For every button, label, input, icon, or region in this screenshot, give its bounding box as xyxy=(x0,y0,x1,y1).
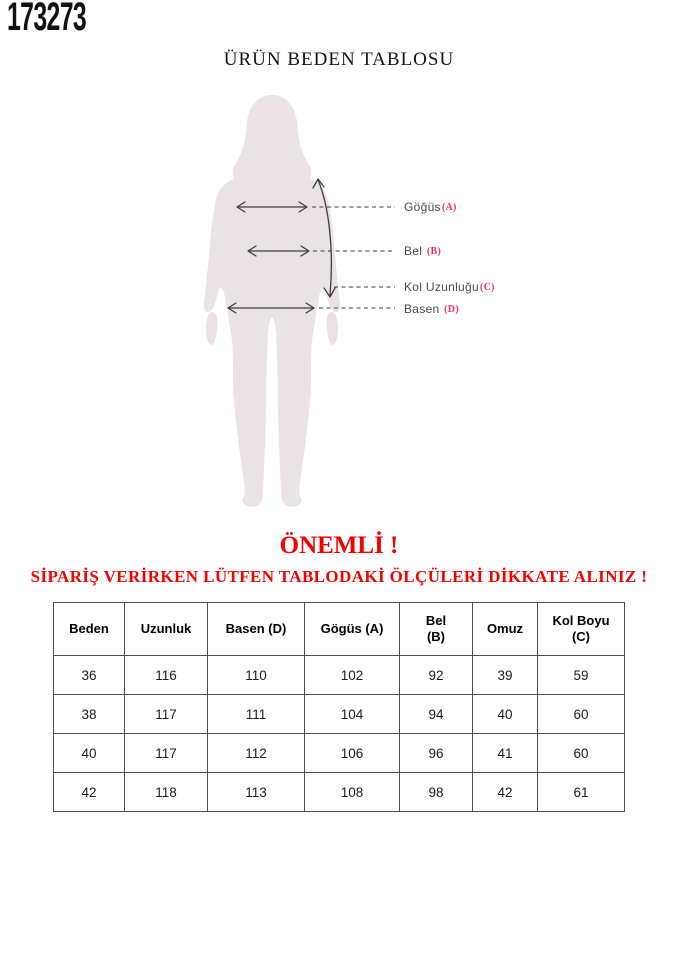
table-cell: 94 xyxy=(400,695,473,734)
table-cell: 110 xyxy=(208,656,305,695)
silhouette-body xyxy=(204,162,340,507)
table-cell: 111 xyxy=(208,695,305,734)
table-cell: 36 xyxy=(54,656,125,695)
column-header-omuz: Omuz xyxy=(473,603,538,656)
measurement-label-waist xyxy=(404,244,441,258)
size-table xyxy=(53,602,625,812)
table-cell: 98 xyxy=(400,773,473,812)
measurement-code: (D) xyxy=(444,304,459,315)
measurement-label-arm-length xyxy=(404,280,495,294)
measurement-label-hip xyxy=(404,302,459,316)
silhouette-right-hand xyxy=(327,312,338,345)
column-header-bel: Bel (B) xyxy=(400,603,473,656)
table-cell: 102 xyxy=(305,656,400,695)
table-row-size-38 xyxy=(54,695,625,734)
column-header-basen: Basen (D) xyxy=(208,603,305,656)
table-cell: 40 xyxy=(473,695,538,734)
table-cell: 59 xyxy=(538,656,625,695)
table-cell: 104 xyxy=(305,695,400,734)
table-cell: 39 xyxy=(473,656,538,695)
table-cell: 113 xyxy=(208,773,305,812)
table-row-size-42 xyxy=(54,773,625,812)
column-header-kol-boyu: Kol Boyu (C) xyxy=(538,603,625,656)
measurement-label-text: Bel xyxy=(404,244,426,258)
measurement-label-text: Göğüs xyxy=(404,200,441,214)
column-header-gogus: Gögüs (A) xyxy=(305,603,400,656)
table-cell: 42 xyxy=(473,773,538,812)
silhouette-left-hand xyxy=(206,312,217,345)
table-cell: 42 xyxy=(54,773,125,812)
column-header-uzunluk: Uzunluk xyxy=(125,603,208,656)
measurement-label-chest xyxy=(404,200,457,214)
table-cell: 117 xyxy=(125,734,208,773)
table-cell: 60 xyxy=(538,734,625,773)
measurement-code: (B) xyxy=(426,246,442,257)
important-subheading: SİPARİŞ VERİRKEN LÜTFEN TABLODAKİ ÖLÇÜLERİ DİKKATE ALINIZ ! xyxy=(30,567,648,586)
table-cell: 116 xyxy=(125,656,208,695)
page-title: ÜRÜN BEDEN TABLOSU xyxy=(223,49,455,70)
table-cell: 41 xyxy=(473,734,538,773)
important-heading: ÖNEMLİ ! xyxy=(279,532,399,559)
table-row-size-40 xyxy=(54,734,625,773)
table-cell: 92 xyxy=(400,656,473,695)
table-cell: 38 xyxy=(54,695,125,734)
size-table-header-row xyxy=(54,603,625,656)
measurement-label-text: Kol Uzunluğu xyxy=(404,280,479,294)
measurement-label-text: Basen xyxy=(404,302,444,316)
table-cell: 108 xyxy=(305,773,400,812)
table-cell: 96 xyxy=(400,734,473,773)
product-code: 173273 xyxy=(7,0,87,39)
table-cell: 40 xyxy=(54,734,125,773)
column-header-beden: Beden xyxy=(54,603,125,656)
table-cell: 112 xyxy=(208,734,305,773)
table-cell: 118 xyxy=(125,773,208,812)
table-cell: 117 xyxy=(125,695,208,734)
table-row-size-36 xyxy=(54,656,625,695)
table-cell: 60 xyxy=(538,695,625,734)
measurement-code: (C) xyxy=(479,282,495,293)
table-cell: 106 xyxy=(305,734,400,773)
table-cell: 61 xyxy=(538,773,625,812)
measurement-code: (A) xyxy=(441,202,457,213)
